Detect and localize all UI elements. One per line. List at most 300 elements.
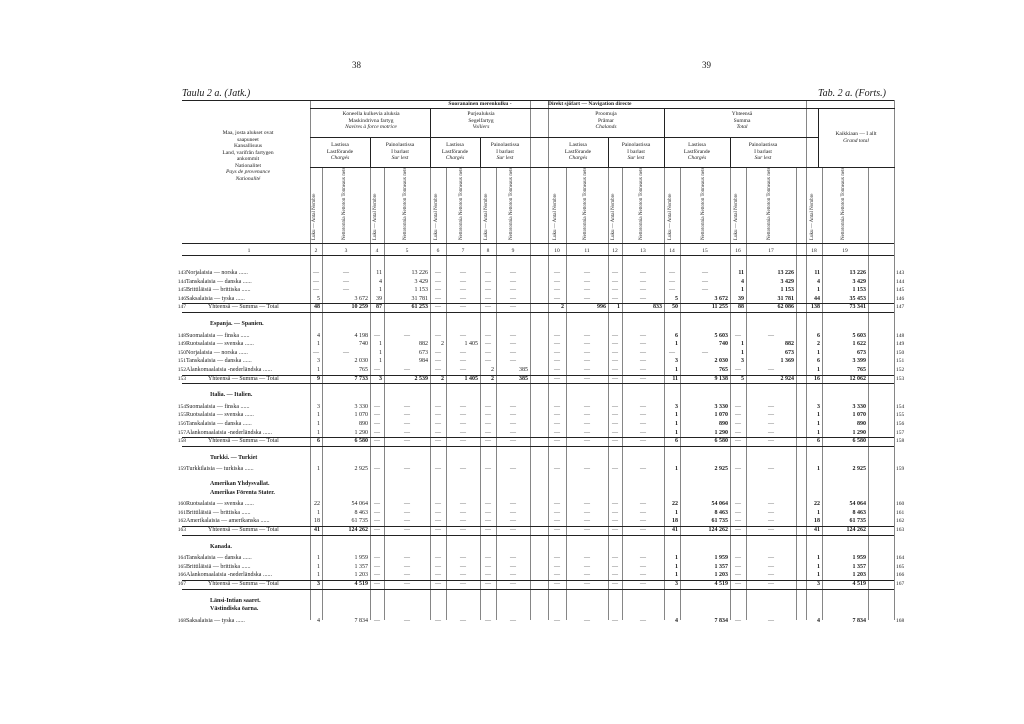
table-cell: 1 357	[852, 563, 866, 570]
table-cell: 2	[561, 304, 564, 311]
row-label: Tanskalaisia — danska ......	[186, 421, 252, 427]
table-cell: —	[554, 341, 560, 348]
table-cell: —	[669, 287, 675, 294]
table-cell: 673	[785, 349, 794, 356]
table-cell: —	[554, 572, 560, 579]
table-cell: —	[485, 438, 491, 445]
lastissa-subheader: Lastissa Lastförande Chargés	[564, 142, 592, 161]
table-cell: 1	[379, 349, 382, 356]
table-cell: —	[460, 295, 466, 302]
row-number: 166	[177, 572, 186, 579]
column-rule	[430, 167, 431, 620]
table-cell: —	[485, 358, 491, 365]
table-cell: —	[612, 555, 618, 562]
table-cell: —	[435, 358, 441, 365]
table-cell: —	[485, 466, 491, 473]
table-cell: —	[435, 287, 441, 294]
table-cell: 138	[811, 304, 820, 311]
row-label: Tanskalaisia — danska ......	[186, 278, 252, 285]
count-column-label: Luku — Antal Nombre	[484, 193, 489, 240]
table-cell: 1	[617, 304, 620, 311]
row-number: 148	[896, 332, 905, 339]
table-cell: —	[612, 429, 618, 436]
table-cell: —	[584, 270, 590, 276]
table-cell: —	[702, 270, 708, 276]
table-cell: 13 226	[849, 270, 866, 276]
table-cell: —	[485, 304, 491, 311]
table-cell: —	[374, 581, 380, 587]
table-cell: —	[768, 438, 774, 445]
table-cell: —	[485, 295, 491, 302]
table-cell: —	[510, 509, 516, 516]
table-cell: 1 203	[354, 572, 368, 579]
row-number: 145	[896, 287, 905, 294]
row-number: 145	[177, 287, 186, 294]
column-number: 5	[405, 248, 409, 254]
table-cell: 54 064	[849, 501, 866, 508]
table-cell: —	[640, 349, 646, 356]
table-cell: 2 924	[780, 375, 794, 382]
section-heading: Amerikas Förenta Stater.	[210, 489, 275, 496]
table-cell: —	[554, 617, 560, 624]
table-cell: —	[510, 581, 516, 587]
table-cell: 2	[817, 341, 820, 348]
table-cell: 1	[379, 287, 382, 294]
table-cell: 1 290	[714, 429, 728, 436]
table-cell: 1 290	[354, 429, 368, 436]
row-number: 144	[896, 278, 905, 285]
table-cell: —	[554, 527, 560, 533]
table-cell: —	[374, 367, 380, 373]
row-number: 160	[896, 501, 905, 508]
section-heading: Turkki. — Turkiet	[210, 454, 258, 461]
row-label: Alankomaalaisia -nederländska ......	[186, 367, 272, 373]
table-cell: —	[460, 421, 466, 427]
table-cell: —	[460, 581, 466, 587]
table-cell: —	[702, 349, 708, 356]
table-cell: 3 399	[852, 358, 866, 365]
table-cell: 1 405	[464, 375, 478, 382]
row-number: 161	[896, 509, 905, 516]
row-label: Norjalaisia — norska ......	[186, 270, 248, 276]
row-number: 162	[177, 518, 186, 525]
table-cell: —	[460, 349, 466, 356]
row-number: 147	[896, 304, 905, 311]
table-cell: —	[768, 617, 774, 624]
row-number: 143	[177, 270, 186, 276]
table-cell: 18	[672, 518, 678, 525]
column-number: 16	[735, 248, 741, 254]
table-cell: —	[460, 527, 466, 533]
table-cell: 1 153	[852, 287, 866, 294]
table-cell: —	[460, 270, 466, 276]
table-cell: 1 203	[852, 572, 866, 579]
table-cell: 6	[817, 332, 820, 339]
table-cell: —	[735, 509, 741, 516]
row-number: 155	[896, 412, 905, 419]
table-cell: 1	[675, 412, 678, 419]
table-cell: 10 259	[351, 304, 368, 311]
table-cell: —	[485, 341, 491, 348]
table-cell: 31 781	[411, 295, 428, 302]
table-cell: —	[404, 429, 410, 436]
count-column-label: Luku — Antal Nombre	[553, 193, 558, 240]
table-cell: —	[735, 421, 741, 427]
table-cell: —	[485, 412, 491, 419]
table-cell: —	[768, 563, 774, 570]
table-cell: —	[435, 518, 441, 525]
tonnage-column-label: Nettotonnia Nettoton Tonneaux nets	[342, 167, 347, 240]
table-cell: 8 463	[714, 509, 728, 516]
table-cell: —	[404, 617, 410, 624]
table-cell: —	[612, 375, 618, 382]
table-cell: —	[768, 572, 774, 579]
table-cell: —	[584, 429, 590, 436]
column-rule	[480, 167, 481, 620]
count-column-label: Luku — Antal Nombre	[434, 193, 439, 240]
table-cell: 1 290	[852, 429, 866, 436]
table-cell: 11	[376, 270, 382, 276]
table-cell: —	[485, 527, 491, 533]
table-cell: —	[374, 332, 380, 339]
table-cell: —	[510, 518, 516, 525]
running-head-left: Taulu 2 a. (Jatk.)	[182, 88, 251, 99]
row-number: 151	[177, 358, 186, 365]
table-cell: 673	[857, 349, 866, 356]
table-cell: 6	[675, 332, 678, 339]
table-cell: —	[554, 555, 560, 562]
table-cell: 1	[317, 341, 320, 348]
table-cell: —	[554, 278, 560, 285]
table-cell: 1	[317, 412, 320, 419]
table-cell: 4 519	[354, 581, 368, 587]
table-cell: 3	[675, 358, 678, 365]
table-cell: 7 834	[714, 617, 728, 624]
row-label: Alankomaalaisia -nederländska ......	[186, 429, 272, 436]
column-rule	[496, 167, 497, 620]
table-cell: 3	[317, 581, 320, 587]
column-number: 19	[842, 248, 848, 254]
section-heading: Italia. — Italien.	[210, 392, 253, 399]
row-number: 156	[177, 421, 186, 427]
section-heading: Västindiska öarna.	[210, 606, 259, 613]
table-cell: —	[669, 278, 675, 285]
stub-header: Maa, josta alukset ovat saapuneet Kansallisuus Land, varifrån fartygen ankommit Nationalitet Pays de provenance Nationalité	[222, 130, 274, 182]
table-cell: —	[554, 429, 560, 436]
table-cell: 890	[359, 421, 368, 427]
row-number: 165	[177, 563, 186, 570]
table-cell: 1 357	[354, 563, 368, 570]
table-cell: —	[460, 501, 466, 508]
page-number-left: 38	[352, 60, 361, 70]
table-cell: 87	[376, 304, 382, 311]
table-cell: —	[485, 349, 491, 356]
table-cell: —	[584, 412, 590, 419]
count-column-label: Luku — Antal Nombre	[611, 193, 616, 240]
table-cell: —	[584, 349, 590, 356]
row-number: 158	[896, 438, 905, 445]
running-head-right: Tab. 2 a. (Forts.)	[818, 88, 886, 99]
purje-heading: Purjealuksia Segelfartyg Voiliers	[467, 111, 495, 130]
table-cell: —	[404, 421, 410, 427]
table-cell: —	[460, 509, 466, 516]
table-cell: —	[768, 466, 774, 473]
table-cell: 4 519	[714, 581, 728, 587]
table-cell: —	[612, 295, 618, 302]
column-number: 2	[314, 248, 318, 254]
table-cell: —	[584, 278, 590, 285]
table-cell: —	[640, 358, 646, 365]
table-cell: —	[640, 581, 646, 587]
table-cell: 61 735	[849, 518, 866, 525]
row-number: 151	[896, 358, 905, 365]
table-cell: 2 925	[852, 466, 866, 473]
table-cell: 1	[317, 509, 320, 516]
table-cell: —	[554, 421, 560, 427]
count-column-label: Luku — Antal Nombre	[312, 193, 317, 240]
table-cell: —	[640, 403, 646, 410]
table-cell: —	[485, 617, 491, 624]
table-cell: —	[374, 412, 380, 419]
table-cell: —	[584, 421, 590, 427]
table-cell: —	[485, 278, 491, 285]
table-cell: 1	[817, 555, 820, 562]
row-number: 161	[177, 509, 186, 516]
table-cell: 1	[675, 555, 678, 562]
table-cell: —	[374, 563, 380, 570]
table-cell: —	[460, 304, 466, 311]
row-number: 156	[896, 421, 905, 427]
table-cell: —	[404, 555, 410, 562]
table-cell: 22	[672, 501, 678, 508]
table-cell: —	[435, 527, 441, 533]
row-number: 157	[177, 429, 186, 436]
table-cell: 4	[741, 278, 744, 285]
table-cell: 6 580	[714, 438, 728, 445]
table-cell: —	[485, 403, 491, 410]
table-cell: 3 330	[852, 403, 866, 410]
table-cell: —	[485, 555, 491, 562]
table-cell: —	[460, 287, 466, 294]
column-rule	[664, 167, 665, 620]
section-heading: Länsi-Intian saaret.	[210, 597, 261, 604]
table-cell: 1 959	[852, 555, 866, 562]
row-number: 166	[896, 572, 905, 579]
column-number: 1	[247, 248, 251, 254]
table-cell: —	[435, 278, 441, 285]
column-rule	[322, 167, 323, 620]
table-cell: 3	[317, 358, 320, 365]
table-cell: —	[460, 438, 466, 445]
table-cell: 1	[817, 572, 820, 579]
table-cell: 62 086	[777, 304, 794, 311]
table-cell: —	[485, 509, 491, 516]
count-column-label: Luku — Antal Nombre	[810, 193, 815, 240]
table-cell: —	[735, 617, 741, 624]
row-label: Yhteensä — Summa — Total	[208, 581, 279, 587]
table-cell: —	[640, 501, 646, 508]
table-cell: —	[435, 270, 441, 276]
table-cell: —	[510, 270, 516, 276]
table-cell: 1 369	[780, 358, 794, 365]
table-cell: —	[612, 270, 618, 276]
table-cell: —	[584, 563, 590, 570]
table-cell: —	[404, 563, 410, 570]
table-cell: —	[768, 332, 774, 339]
table-cell: 1 203	[714, 572, 728, 579]
row-number: 152	[896, 367, 905, 373]
table-cell: —	[768, 555, 774, 562]
table-cell: 1	[675, 341, 678, 348]
table-cell: 984	[419, 358, 428, 365]
table-cell: —	[374, 518, 380, 525]
column-number: 7	[461, 248, 465, 254]
table-cell: 1	[817, 509, 820, 516]
column-rule	[894, 100, 895, 620]
table-cell: —	[612, 563, 618, 570]
table-cell: 2 539	[414, 375, 428, 382]
table-cell: —	[640, 617, 646, 624]
table-cell: 1 070	[354, 412, 368, 419]
row-number: 153	[896, 375, 905, 382]
table-cell: —	[485, 563, 491, 570]
table-cell: 22	[814, 501, 820, 508]
table-cell: —	[343, 270, 349, 276]
table-cell: 61 735	[351, 518, 368, 525]
column-rule	[530, 100, 531, 620]
table-cell: —	[510, 412, 516, 419]
table-cell: —	[735, 466, 741, 473]
table-cell: —	[735, 501, 741, 508]
table-cell: —	[435, 501, 441, 508]
row-label: Saksalaisia — tyska ......	[186, 295, 245, 302]
table-cell: 9	[317, 375, 320, 382]
row-label: Brittiläisiä — brittiska ......	[186, 287, 251, 294]
row-number: 158	[177, 438, 186, 445]
table-cell: —	[485, 501, 491, 508]
tonnage-column-label: Nettotonnia Nettoton Tonneaux nets	[639, 167, 644, 240]
table-cell: —	[485, 287, 491, 294]
table-cell: 1	[741, 341, 744, 348]
row-label: Suomalaisia — finska ......	[186, 403, 250, 410]
section-heading: Kanada.	[210, 543, 232, 550]
column-number: 4	[375, 248, 379, 254]
table-cell: —	[374, 509, 380, 516]
table-cell: —	[404, 572, 410, 579]
table-cell: —	[435, 429, 441, 436]
table-cell: —	[640, 429, 646, 436]
row-number: 160	[177, 501, 186, 508]
subgroup-rule	[310, 137, 818, 138]
table-cell: 740	[359, 341, 368, 348]
header-bottom-rule	[182, 243, 894, 244]
table-cell: —	[640, 287, 646, 294]
table-cell: —	[313, 270, 319, 276]
table-cell: 1	[817, 367, 820, 373]
table-cell: 740	[719, 341, 728, 348]
table-cell: —	[612, 412, 618, 419]
table-cell: 3	[379, 375, 382, 382]
row-number: 149	[177, 341, 186, 348]
table-cell: 5	[741, 375, 744, 382]
table-cell: —	[435, 563, 441, 570]
table-cell: 1	[379, 358, 382, 365]
column-number: 9	[511, 248, 515, 254]
table-cell: 1	[317, 367, 320, 373]
table-cell: —	[612, 501, 618, 508]
table-cell: —	[554, 358, 560, 365]
column-rule	[370, 167, 371, 620]
row-number: 147	[177, 304, 186, 311]
table-cell: —	[554, 466, 560, 473]
tonnage-column-label: Nettotonnia Nettoton Tonneaux nets	[403, 167, 408, 240]
table-cell: —	[735, 438, 741, 445]
row-number: 144	[177, 278, 186, 285]
table-cell: —	[435, 304, 441, 311]
table-cell: —	[554, 438, 560, 445]
table-cell: —	[612, 466, 618, 473]
row-number: 148	[177, 332, 186, 339]
table-cell: —	[768, 421, 774, 427]
lastissa-subheader: Lastissa Lastförande Chargés	[441, 142, 469, 161]
table-cell: —	[435, 421, 441, 427]
group-rule	[310, 108, 895, 109]
table-cell: 6	[317, 438, 320, 445]
row-label: Turkkilaisia — turkiska ......	[186, 466, 254, 473]
table-cell: —	[584, 367, 590, 373]
column-rule	[746, 167, 747, 620]
table-cell: 11 255	[711, 304, 728, 311]
row-number: 165	[896, 563, 905, 570]
table-cell: —	[374, 466, 380, 473]
table-cell: 2	[491, 367, 494, 373]
table-cell: —	[510, 295, 516, 302]
table-cell: 1	[817, 349, 820, 356]
table-cell: —	[313, 278, 319, 285]
table-cell: 1	[817, 421, 820, 427]
table-cell: —	[735, 581, 741, 587]
table-cell: 3 330	[714, 403, 728, 410]
table-cell: 3 672	[714, 295, 728, 302]
table-cell: 61 735	[711, 518, 728, 525]
table-cell: —	[640, 270, 646, 276]
table-cell: —	[612, 509, 618, 516]
table-cell: 16	[814, 375, 820, 382]
table-cell: 1 070	[852, 412, 866, 419]
row-label: Amerikalaisia — amerikanska ......	[186, 518, 270, 525]
table-cell: —	[343, 287, 349, 294]
table-cell: 385	[519, 375, 528, 382]
table-cell: —	[485, 429, 491, 436]
row-label: Yhteensä — Summa — Total	[208, 527, 279, 533]
row-number: 143	[896, 270, 905, 276]
table-cell: 1	[817, 287, 820, 294]
column-rule	[446, 167, 447, 620]
column-rule	[680, 167, 681, 620]
table-cell: —	[510, 527, 516, 533]
table-cell: —	[435, 617, 441, 624]
table-cell: —	[640, 412, 646, 419]
table-cell: 5	[675, 295, 678, 302]
table-cell: —	[554, 501, 560, 508]
table-cell: —	[510, 287, 516, 294]
koneella-heading: Koneella kulkevia aluksia Maskindrivna fartyg Navires à force motrice	[342, 111, 400, 130]
row-number: 150	[896, 349, 905, 356]
kaikkiaan-heading: Kaikkiaan — I allt Grand total	[835, 131, 877, 144]
row-number: 164	[177, 555, 186, 562]
table-cell: —	[554, 367, 560, 373]
table-cell: —	[554, 412, 560, 419]
